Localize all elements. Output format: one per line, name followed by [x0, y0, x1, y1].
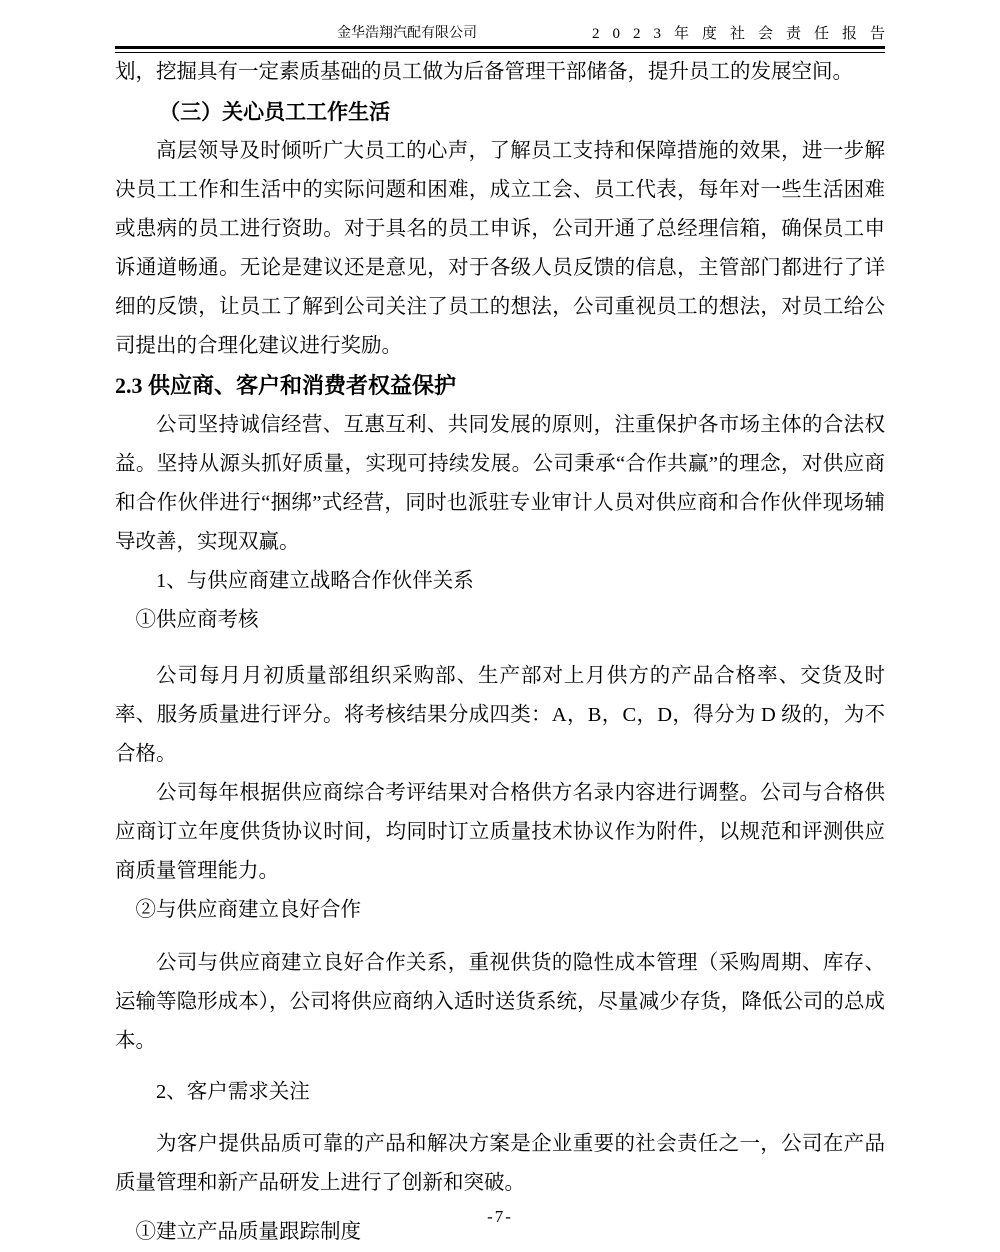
- paragraph-continuation: 划，挖掘具有一定素质基础的员工做为后备管理干部储备，提升员工的发展空间。: [115, 61, 853, 83]
- paragraph-supplier-coop: 公司与供应商建立良好合作关系，重视供货的隐性成本管理（采购周期、库存、运输等隐形成本），公司将供应商纳入适时送货系统，尽量减少存货，降低公司的总成本。: [115, 952, 885, 1052]
- paragraph-employee-care: 高层领导及时倾听广大员工的心声，了解员工支持和保障措施的效果，进一步解决员工工作和生活中的实际问题和困难，成立工会、员工代表，每年对一些生活困难或患病的员工进行资助。对于具名的员工申诉，公司开通了总经理信箱，确保员工申诉通道畅通。无论是建议还是意见，对于各级人员反馈的信息，主管部门都进行了详细的反馈，让员工了解到公司关注了员工的想法，公司重视员工的想法，对员工给公司提出的合理化建议进行奖励。: [115, 140, 885, 357]
- list-item-1: 1、与供应商建立战略合作伙伴关系: [156, 570, 474, 592]
- header-double-rule: [115, 46, 885, 53]
- sub-item-1: ①供应商考核: [135, 609, 259, 631]
- paragraph-integrity: 公司坚持诚信经营、互惠互利、共同发展的原则，注重保护各市场主体的合法权益。坚持从源头抓好质量，实现可持续发展。公司秉承“合作共赢”的理念，对供应商和合作伙伴进行“捆绑”式经营，同时也派驻专业审计人员对供应商和合作伙伴现场辅导改善，实现双赢。: [115, 414, 885, 553]
- heading-section-3: （三）关心员工工作生活: [159, 100, 391, 124]
- list-item-2: 2、客户需求关注: [156, 1081, 310, 1103]
- paragraph-supplier-assess-1: 公司每月月初质量部组织采购部、生产部对上月供方的产品合格率、交货及时率、服务质量进行评分。将考核结果分成四类：A，B，C，D，得分为 D 级的，为不合格。: [115, 665, 885, 765]
- header-report-title: 2023年度社会责任报告: [591, 26, 898, 42]
- sub-item-2: ②与供应商建立良好合作: [135, 899, 361, 921]
- paragraph-supplier-assess-2: 公司每年根据供应商综合考评结果对合格供方名录内容进行调整。公司与合格供应商订立年度供货协议时间，均同时订立质量技术协议作为附件，以规范和评测供应商质量管理能力。: [115, 782, 885, 882]
- document-body: [115, 53, 885, 1252]
- header-company-name: 金华浩翔汽配有限公司: [337, 26, 477, 41]
- document-page: [115, 0, 898, 1252]
- sub-item-3: ①建立产品质量跟踪制度: [135, 1221, 361, 1243]
- page-header: [115, 0, 898, 44]
- paragraph-customer: 为客户提供品质可靠的产品和解决方案是企业重要的社会责任之一，公司在产品质量管理和新产品研发上进行了创新和突破。: [115, 1133, 885, 1194]
- heading-2-3: 2.3 供应商、客户和消费者权益保护: [115, 373, 457, 398]
- page-number: -7-: [487, 1207, 513, 1226]
